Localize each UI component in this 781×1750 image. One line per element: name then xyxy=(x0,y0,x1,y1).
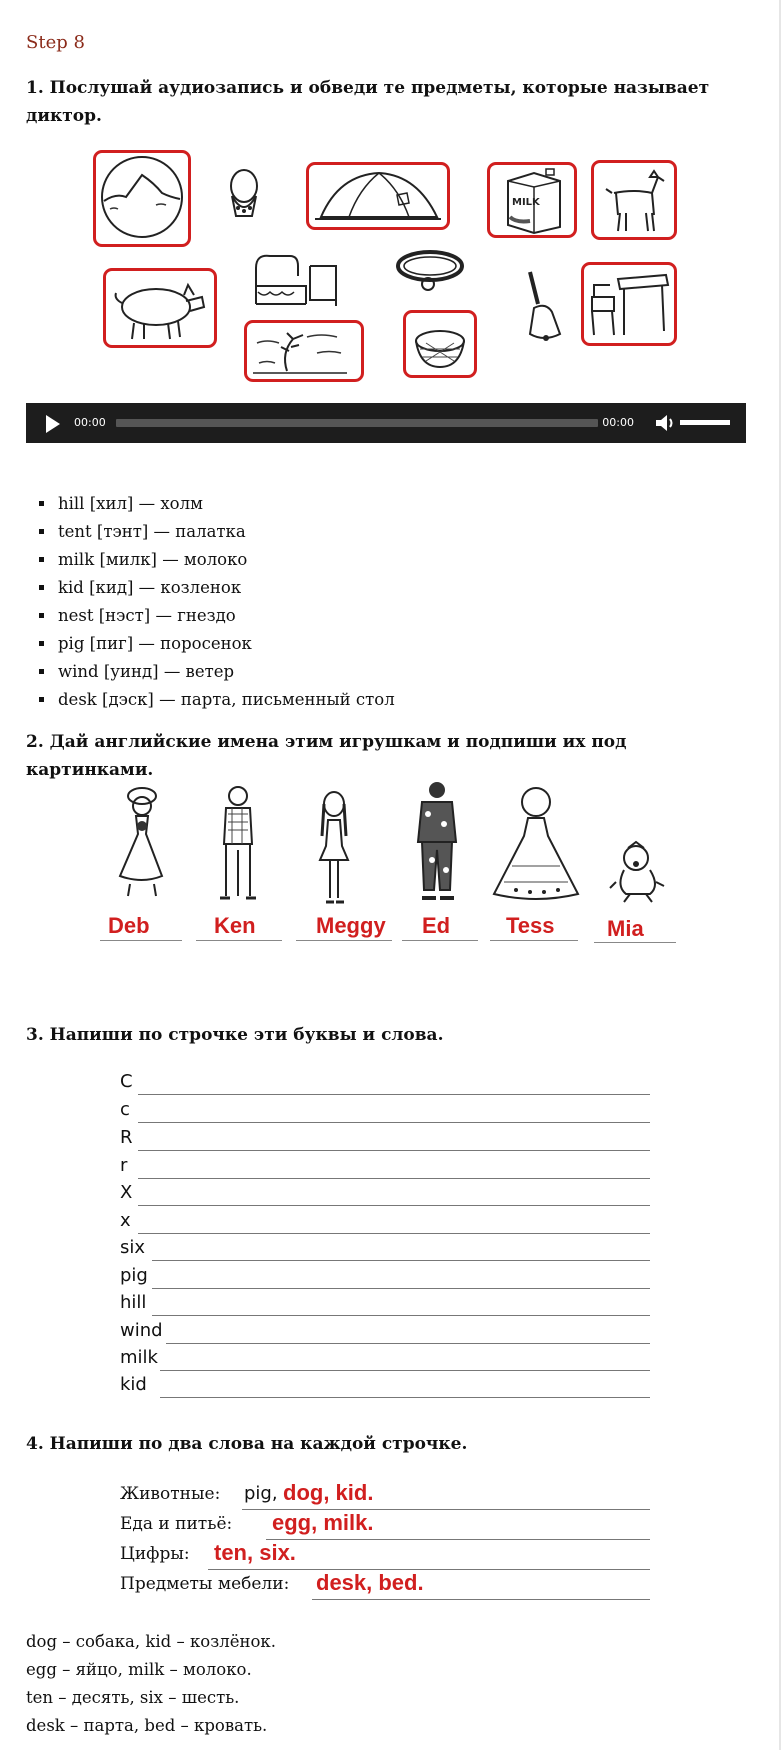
play-button[interactable] xyxy=(46,415,60,433)
copy-word: milk xyxy=(120,1347,158,1368)
audio-progress-bar[interactable] xyxy=(116,419,598,427)
copy-letter: C xyxy=(120,1071,133,1092)
list-item: ▪ wind [уинд] — ветер xyxy=(56,658,395,686)
list-item: ▪ tent [тэнт] — палатка xyxy=(56,518,395,546)
boy-doll-icon xyxy=(210,784,266,908)
translation-line: egg – яйцо, milk – молоко. xyxy=(26,1660,252,1679)
volume-icon[interactable] xyxy=(654,413,676,433)
writing-line xyxy=(166,1343,650,1344)
copy-row xyxy=(120,1292,650,1318)
milk-icon xyxy=(490,165,574,235)
task2-title: 2. Дай английские имена этим игрушкам и подпиши их под картинками. xyxy=(26,732,627,780)
tent-picture[interactable] xyxy=(306,162,450,230)
translations xyxy=(26,1628,276,1740)
list-item: ▪ milk [милк] — молоко xyxy=(56,546,395,574)
writing-line xyxy=(138,1178,650,1179)
audio-duration: 00:00 xyxy=(602,416,634,429)
list-item: ▪ kid [кид] — козленок xyxy=(56,574,395,602)
copy-letter: X xyxy=(120,1182,133,1203)
copy-row xyxy=(120,1320,650,1346)
pig-icon xyxy=(106,271,214,345)
category-answer: egg, milk. xyxy=(272,1510,374,1535)
writing-line xyxy=(160,1370,650,1371)
nest-icon xyxy=(406,313,474,375)
task1-title: 1. Послушай аудиозапись и обведи те предметы, которые называет диктор. xyxy=(26,78,710,126)
writing-line xyxy=(138,1150,650,1151)
egg-picture[interactable] xyxy=(224,168,264,228)
volume-slider[interactable] xyxy=(680,420,730,425)
category-row xyxy=(120,1512,650,1540)
copy-letter: R xyxy=(120,1127,133,1148)
category-answer: dog, kid. xyxy=(283,1480,374,1505)
toy-name: Tess xyxy=(506,913,555,938)
hill-icon xyxy=(96,153,188,244)
writing-line xyxy=(266,1539,650,1540)
category-label: Цифры: xyxy=(120,1544,190,1564)
copy-row xyxy=(120,1127,650,1153)
nest-picture[interactable] xyxy=(403,310,477,378)
toy-name: Mia xyxy=(607,916,644,941)
writing-line xyxy=(312,1599,650,1600)
writing-line xyxy=(152,1288,650,1289)
kid-picture[interactable] xyxy=(591,160,677,240)
toy-name-line xyxy=(490,940,578,941)
category-row xyxy=(120,1572,650,1600)
copy-row xyxy=(120,1347,650,1373)
toy-name: Ed xyxy=(422,913,451,938)
toy-name-line xyxy=(100,940,182,941)
milk-carton-label: MILK xyxy=(512,197,540,208)
writing-line xyxy=(138,1233,650,1234)
copy-row xyxy=(120,1374,650,1400)
copy-letter: x xyxy=(120,1210,131,1231)
toy-name-line xyxy=(196,940,282,941)
given-word: pig, xyxy=(244,1483,278,1504)
desk-icon xyxy=(584,265,674,343)
audio-player xyxy=(26,403,746,443)
toy-name-line xyxy=(402,940,478,941)
wind-icon xyxy=(247,323,361,379)
princess-doll-icon xyxy=(486,786,586,906)
list-item: ▪ hill [хил] — холм xyxy=(56,490,395,518)
kid-icon xyxy=(594,163,674,237)
task3-title: 3. Напиши по строчке эти буквы и слова. xyxy=(26,1025,444,1045)
vocab-list xyxy=(30,490,395,714)
copy-word: kid xyxy=(120,1374,147,1395)
copy-word: hill xyxy=(120,1292,147,1313)
girl-doll-icon xyxy=(312,790,356,908)
copy-row xyxy=(120,1182,650,1208)
list-item: ▪ nest [нэст] — гнездо xyxy=(56,602,395,630)
copy-row xyxy=(120,1210,650,1236)
category-label: Еда и питьё: xyxy=(120,1514,233,1534)
toy-name: Deb xyxy=(108,913,150,938)
translation-line: ten – десять, six – шесть. xyxy=(26,1688,240,1707)
collar-picture[interactable] xyxy=(394,244,466,300)
translation-line: desk – парта, bed – кровать. xyxy=(26,1716,268,1735)
writing-line xyxy=(138,1122,650,1123)
category-answer: ten, six. xyxy=(214,1540,296,1565)
bed-picture[interactable] xyxy=(250,246,342,316)
category-answer: desk, bed. xyxy=(316,1570,424,1595)
writing-line xyxy=(160,1397,650,1398)
copy-row xyxy=(120,1265,650,1291)
category-row xyxy=(120,1482,650,1510)
collar-icon xyxy=(394,244,466,296)
milk-picture[interactable] xyxy=(487,162,577,238)
category-label: Животные: xyxy=(120,1484,221,1504)
copy-row xyxy=(120,1237,650,1263)
copy-row xyxy=(120,1099,650,1125)
copy-word: six xyxy=(120,1237,146,1258)
tent-icon xyxy=(309,165,447,227)
bell-icon xyxy=(516,268,568,348)
audio-current-time: 00:00 xyxy=(74,416,106,429)
bed-icon xyxy=(250,246,342,312)
category-row xyxy=(120,1542,650,1570)
copy-letter: r xyxy=(120,1155,128,1176)
copy-row xyxy=(120,1071,650,1097)
translation-line: dog – собака, kid – козлёнок. xyxy=(26,1632,276,1651)
task4-title: 4. Напиши по два слова на каждой строчке. xyxy=(26,1434,468,1454)
writing-line xyxy=(152,1260,650,1261)
hill-picture[interactable] xyxy=(93,150,191,247)
toy-name: Ken xyxy=(214,913,256,938)
writing-line xyxy=(138,1205,650,1206)
pig-picture[interactable] xyxy=(103,268,217,348)
step-title: Step 8 xyxy=(26,32,85,53)
toy-name-line xyxy=(296,940,392,941)
copy-row xyxy=(120,1155,650,1181)
desk-picture[interactable] xyxy=(581,262,677,346)
list-item: ▪ desk [дэск] — парта, письменный стол xyxy=(56,686,395,714)
toy-name-line xyxy=(594,942,676,943)
soldier-doll-icon xyxy=(410,780,464,906)
toy-name: Meggy xyxy=(316,913,386,938)
writing-line xyxy=(138,1094,650,1095)
category-label: Предметы мебели: xyxy=(120,1574,290,1594)
bell-picture[interactable] xyxy=(516,268,568,352)
copy-word: wind xyxy=(120,1320,163,1341)
baby-doll-icon xyxy=(606,840,672,906)
list-item: ▪ pig [пиг] — поросенок xyxy=(56,630,395,658)
writing-line xyxy=(152,1315,650,1316)
writing-line xyxy=(208,1569,650,1570)
copy-word: pig xyxy=(120,1265,148,1286)
wind-picture[interactable] xyxy=(244,320,364,382)
copy-letter: c xyxy=(120,1099,130,1120)
lady-doll-icon xyxy=(106,784,176,902)
egg-icon xyxy=(224,168,264,224)
